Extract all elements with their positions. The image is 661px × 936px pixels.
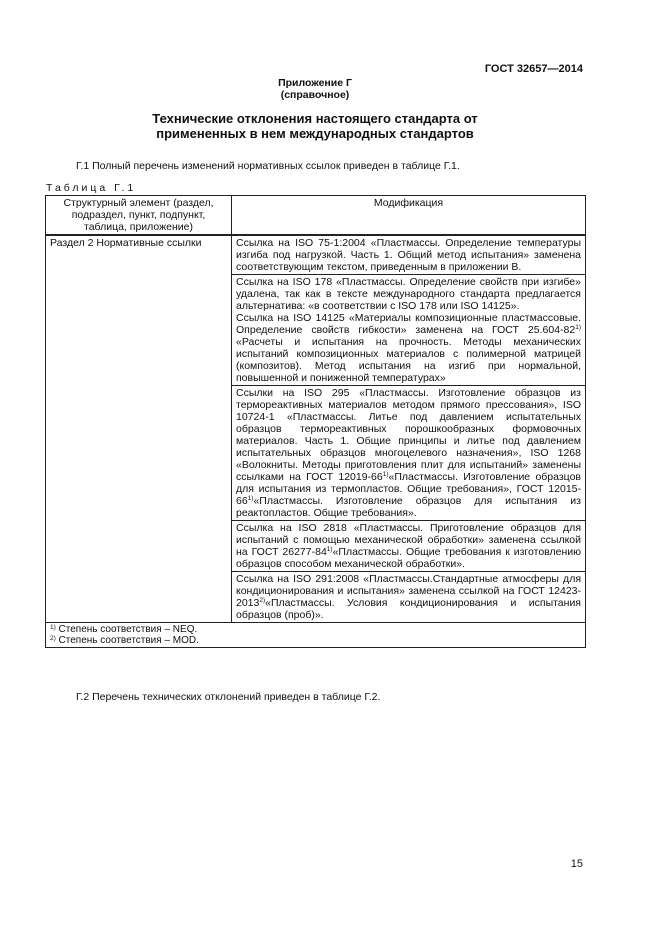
table-note-text: Степень соответствия – NEQ.	[55, 624, 198, 635]
page-number: 15	[570, 858, 583, 870]
modification-text-part: «Пластмассы. Условия кондиционирования и испытания образцов (проб)».	[236, 597, 581, 621]
modification-text: Ссылка на ISO 178 «Пластмассы. Определение свойств при изгибе» удалена, так как в тексте международного стандарта предлагается альтернатива: «в соответствии с ISO 178 или ISO 14125».	[236, 276, 581, 312]
modification-text-part: «Пластмассы. Общие требования к изготовлению образцов способом механической обработки».	[236, 546, 581, 570]
modification-text-part: Ссылка на ISO 2818 «Пластмассы. Приготовление образцов для испытаний с помощью механической обработки» заменена ссылкой на ГОСТ 26277-84	[236, 522, 581, 558]
paragraph-g1: Г.1 Полный перечень изменений нормативных ссылок приведен в таблице Г.1.	[76, 160, 460, 172]
modifications-table	[45, 195, 586, 648]
footnote-mark: 1)	[326, 546, 333, 553]
modification-cell	[232, 521, 586, 572]
table-notes	[46, 623, 586, 648]
modification-cell	[232, 386, 586, 521]
modification-text	[236, 312, 581, 384]
modification-text-part: Ссылка на ISO 14125 «Материалы композиционные пластмассовые. Определение свойств гибкости» заменена на ГОСТ 25.604-82	[236, 312, 581, 336]
header-modification: Модификация	[232, 196, 586, 236]
modification-text-part: Ссылка на ISO 291:2008 «Пластмассы.Стандартные атмосферы для кондиционирования и испытания» заменена ссылкой на ГОСТ 12423-2013	[236, 573, 581, 609]
footnote-mark: 1)	[575, 324, 581, 331]
header-structural-element: Структурный элемент (раздел, подраздел, пункт, подпункт, таблица, приложение)	[46, 196, 232, 236]
annex-heading-line1: Технические отклонения настоящего стандарта от	[152, 111, 478, 126]
modification-text-part: «Пластмассы. Изготовление образцов для испытания из термопластов. Общие требования», ГОСТ 12015-66	[236, 471, 581, 507]
footnote-mark: 2)	[259, 597, 266, 604]
modification-text-part: «Пластмассы. Изготовление образцов для испытания из реактопластов. Общие требования».	[236, 495, 581, 519]
footnote-mark: 1)	[247, 495, 254, 502]
standard-number: ГОСТ 32657—2014	[484, 63, 583, 75]
footnote-mark: 2)	[50, 635, 56, 642]
table-note-text: Степень соответствия – MOD.	[55, 635, 199, 646]
modification-text-part: «Расчеты и испытания на прочность. Методы механических испытаний композиционных материалов с полимерной матрицей (композитов). Метод испытания на изгиб при нормальной, повышенной и пониженной температурах»	[236, 336, 581, 384]
table-note	[50, 635, 581, 646]
annex-title: Приложение Г	[278, 77, 352, 89]
annex-heading	[0, 111, 630, 141]
annex-type: (справочное)	[280, 89, 350, 101]
footnote-mark: 1)	[50, 624, 56, 631]
table-notes-row	[46, 623, 586, 648]
paragraph-g2: Г.2 Перечень технических отклонений приведен в таблице Г.2.	[76, 691, 381, 703]
table-caption: Таблица Г.1	[46, 182, 137, 194]
table-row	[46, 235, 586, 275]
modification-cell	[232, 275, 586, 386]
footnote-mark: 1)	[382, 471, 389, 478]
section-cell: Раздел 2 Нормативные ссылки	[46, 235, 232, 623]
table-header-row	[46, 196, 586, 236]
table-note	[50, 624, 581, 635]
modification-cell	[232, 572, 586, 623]
modification-cell: Ссылка на ISO 75-1:2004 «Пластмассы. Определение температуры изгиба под нагрузкой. Часть 1. Общий метод испытания» заменена соответствующим текстом, приведенным в приложении В.	[232, 235, 586, 275]
annex-heading-line2: примененных в нем международных стандартов	[156, 126, 474, 141]
modification-text-part: Ссылки на ISO 295 «Пластмассы. Изготовление образцов из термореактивных материалов методом прямого прессования», ISO 10724-1 «Пластмассы. Литье под давлением испытательных образцов термореактивных порошкообразных формовочных материалов. Часть 1. Общие принципы и литье под давлением испытательных образцов многоцелевого назначения», ISO 1268 «Волокниты. Методы приготовления плит для испытаний» заменены ссылками на ГОСТ 12019-66	[236, 387, 581, 483]
